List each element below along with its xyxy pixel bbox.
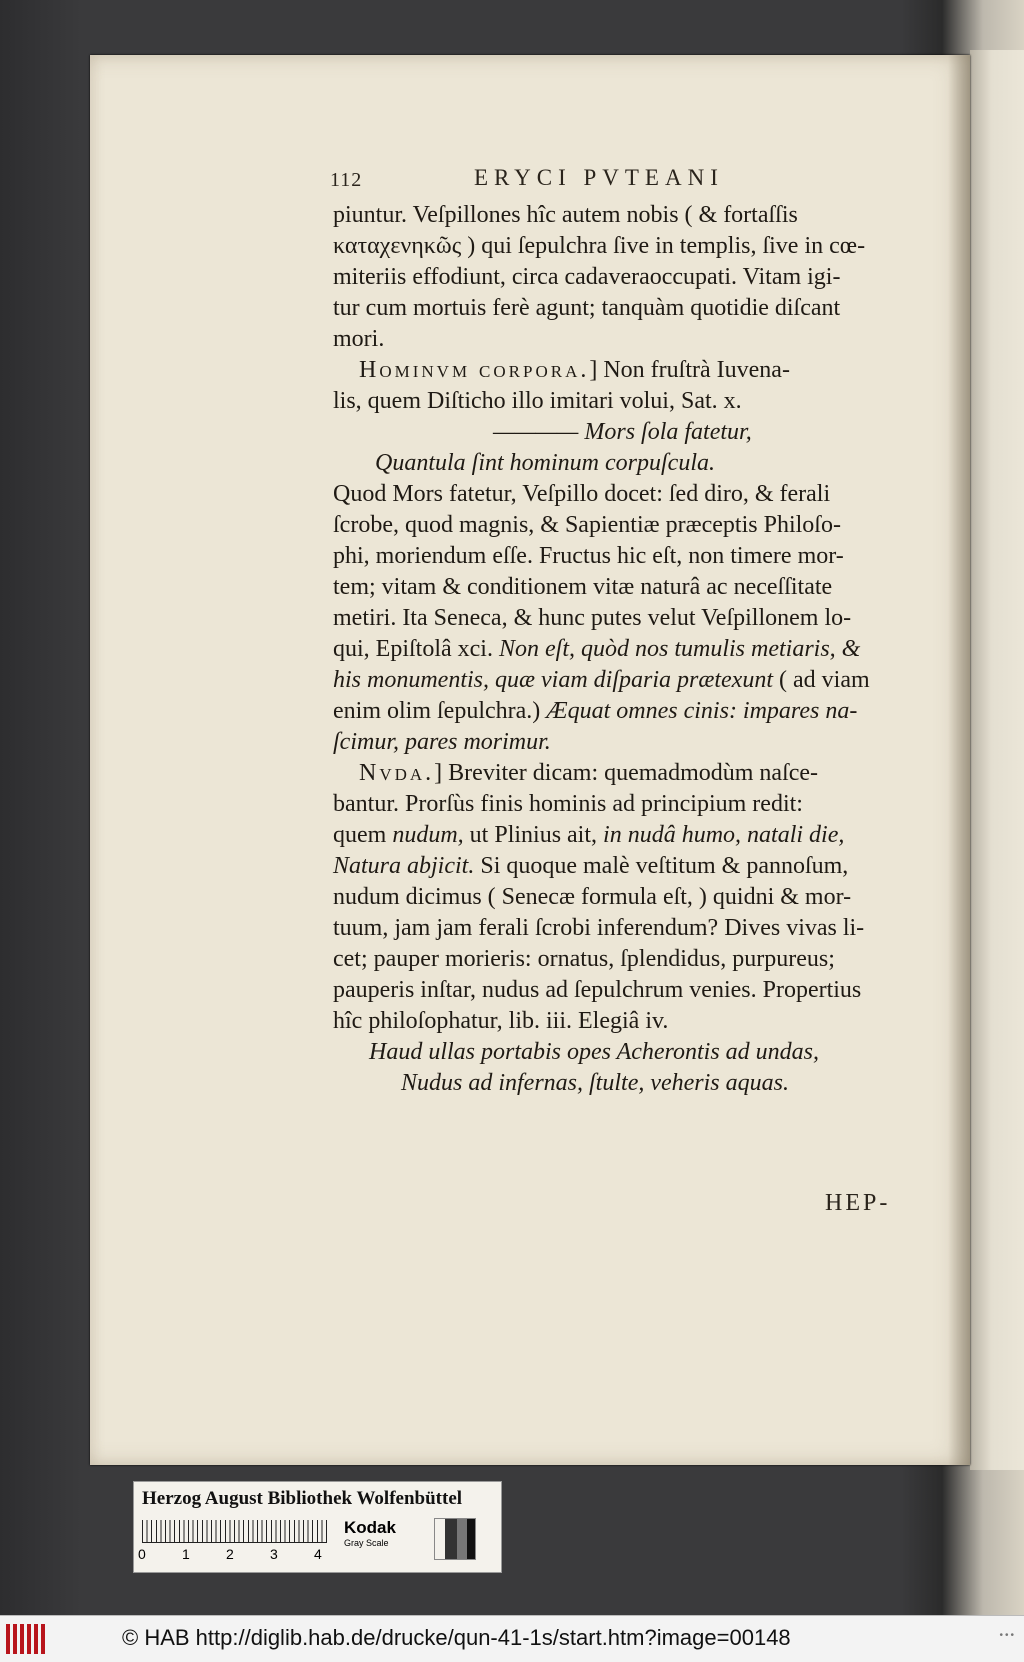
text-line [333, 820, 893, 851]
ruler-label: 1 [182, 1546, 190, 1562]
text-line: tuum, jam jam ferali ſcrobi inferendum? Dives vivas li- [333, 915, 865, 941]
body-text [333, 200, 893, 1099]
text-span: ] Breviter dicam: quemadmodùm naſce- [434, 760, 819, 786]
text-line: tur cum mortuis ferè agunt; tanquàm quotidie diſcant [333, 295, 841, 321]
lemma-heading: Nvda. [359, 760, 435, 786]
text-line [333, 696, 893, 727]
text-line: metiri. Ita Seneca, & hunc putes velut Veſpillonem lo- [333, 605, 852, 631]
text-line: lis, quem Diſticho illo imitari volui, Sat. x. [333, 388, 742, 414]
italic-span: ſcimur, pares morimur. [333, 729, 551, 755]
copyright-url[interactable]: © HAB http://diglib.hab.de/drucke/qun-41-1s/start.htm?image=00148 [122, 1625, 791, 1650]
page-gutter-shadow [948, 55, 970, 1465]
ruler-label: 4 [314, 1546, 322, 1562]
text-line: pauperis inſtar, nudus ad ſepulchrum venies. Propertius [333, 977, 862, 1003]
lemma-heading: Hominvm corpora. [359, 357, 590, 383]
text-span: ( ad viam [773, 667, 870, 693]
ruler-label: 0 [138, 1546, 146, 1562]
hab-logo-icon [6, 1624, 46, 1654]
ruler-label: 2 [226, 1546, 234, 1562]
text-span: Si quoque malè veſtitum & pannoſum, [474, 853, 849, 879]
text-line [333, 758, 893, 789]
kodak-label [344, 1518, 396, 1548]
text-span: ut Plinius ait, [463, 822, 604, 848]
running-head: ERYCI PVTEANI [474, 165, 724, 190]
verse-line: Quantula ſint hominum corpuſcula. [375, 450, 715, 476]
text-line [333, 851, 893, 882]
italic-span: Natura abjicit. [333, 853, 475, 879]
text-line: καταχενηκῶς ) qui ſepulchra ſive in templis, ſive in cœ- [333, 233, 866, 259]
verse-line: ———— Mors ſola fatetur, [493, 419, 752, 445]
text-line: tem; vitam & conditionem vitæ naturâ ac neceſſitate [333, 574, 833, 600]
text-span: qui, Epiſtolâ xci. [333, 636, 499, 662]
text-line: piuntur. Veſpillones hîc autem nobis ( & fortaſſis [333, 202, 798, 228]
gray-swatch [434, 1518, 476, 1560]
text-line [333, 355, 893, 386]
verse-line: Nudus ad infernas, ſtulte, veheris aquas. [401, 1070, 789, 1096]
text-line [333, 665, 893, 696]
page-number: 112 [330, 169, 363, 191]
text-line: phi, moriendum eſſe. Fructus hic eſt, non timere mor- [333, 543, 844, 569]
text-line: bantur. Prorſùs finis hominis ad principium redit: [333, 791, 803, 817]
text-line: mori. [333, 326, 385, 352]
text-line: hîc philoſophatur, lib. iii. Elegiâ iv. [333, 1008, 669, 1034]
text-line: ſcrobe, quod magnis, & Sapientiæ præceptis Philoſo- [333, 512, 841, 538]
italic-span: Non eſt, quòd nos tumulis metiaris, & [498, 636, 861, 662]
footer-bar [0, 1615, 1024, 1662]
scale-ruler [142, 1520, 327, 1543]
text-line [333, 634, 893, 665]
ruler-label: 3 [270, 1546, 278, 1562]
italic-span: Æquat omnes cinis: impares na- [546, 698, 858, 724]
kodak-brand: Kodak [344, 1518, 396, 1537]
text-line: Quod Mors fatetur, Veſpillo docet: ſed diro, & ferali [333, 481, 831, 507]
text-span: enim olim ſepulchra.) [333, 698, 547, 724]
text-line [333, 727, 893, 758]
library-name: Herzog August Bibliothek Wolfenbüttel [142, 1488, 463, 1509]
more-icon[interactable]: ••• [999, 1630, 1016, 1641]
italic-span: his monumentis, quæ viam diſparia prætexunt [333, 667, 773, 693]
italic-span: nudum, [392, 822, 464, 848]
text-line: nudum dicimus ( Senecæ formula eſt, ) quidni & mor- [333, 884, 852, 910]
gray-scale-label: Gray Scale [344, 1538, 389, 1548]
color-calibration-card [133, 1481, 502, 1573]
verse-line: Haud ullas portabis opes Acherontis ad undas, [369, 1039, 820, 1065]
catchword: HEP- [825, 1190, 891, 1216]
page-header [330, 165, 915, 201]
italic-span: in nudâ humo, natali die, [603, 822, 845, 848]
text-line: miteriis effodiunt, circa cadaveraoccupati. Vitam igi- [333, 264, 841, 290]
facing-page-edge [970, 50, 1024, 1470]
text-line: cet; pauper morieris: ornatus, ſplendidus, purpureus; [333, 946, 835, 972]
text-span: ] Non fruſtrà Iuvena- [589, 357, 790, 383]
text-span: quem [333, 822, 393, 848]
